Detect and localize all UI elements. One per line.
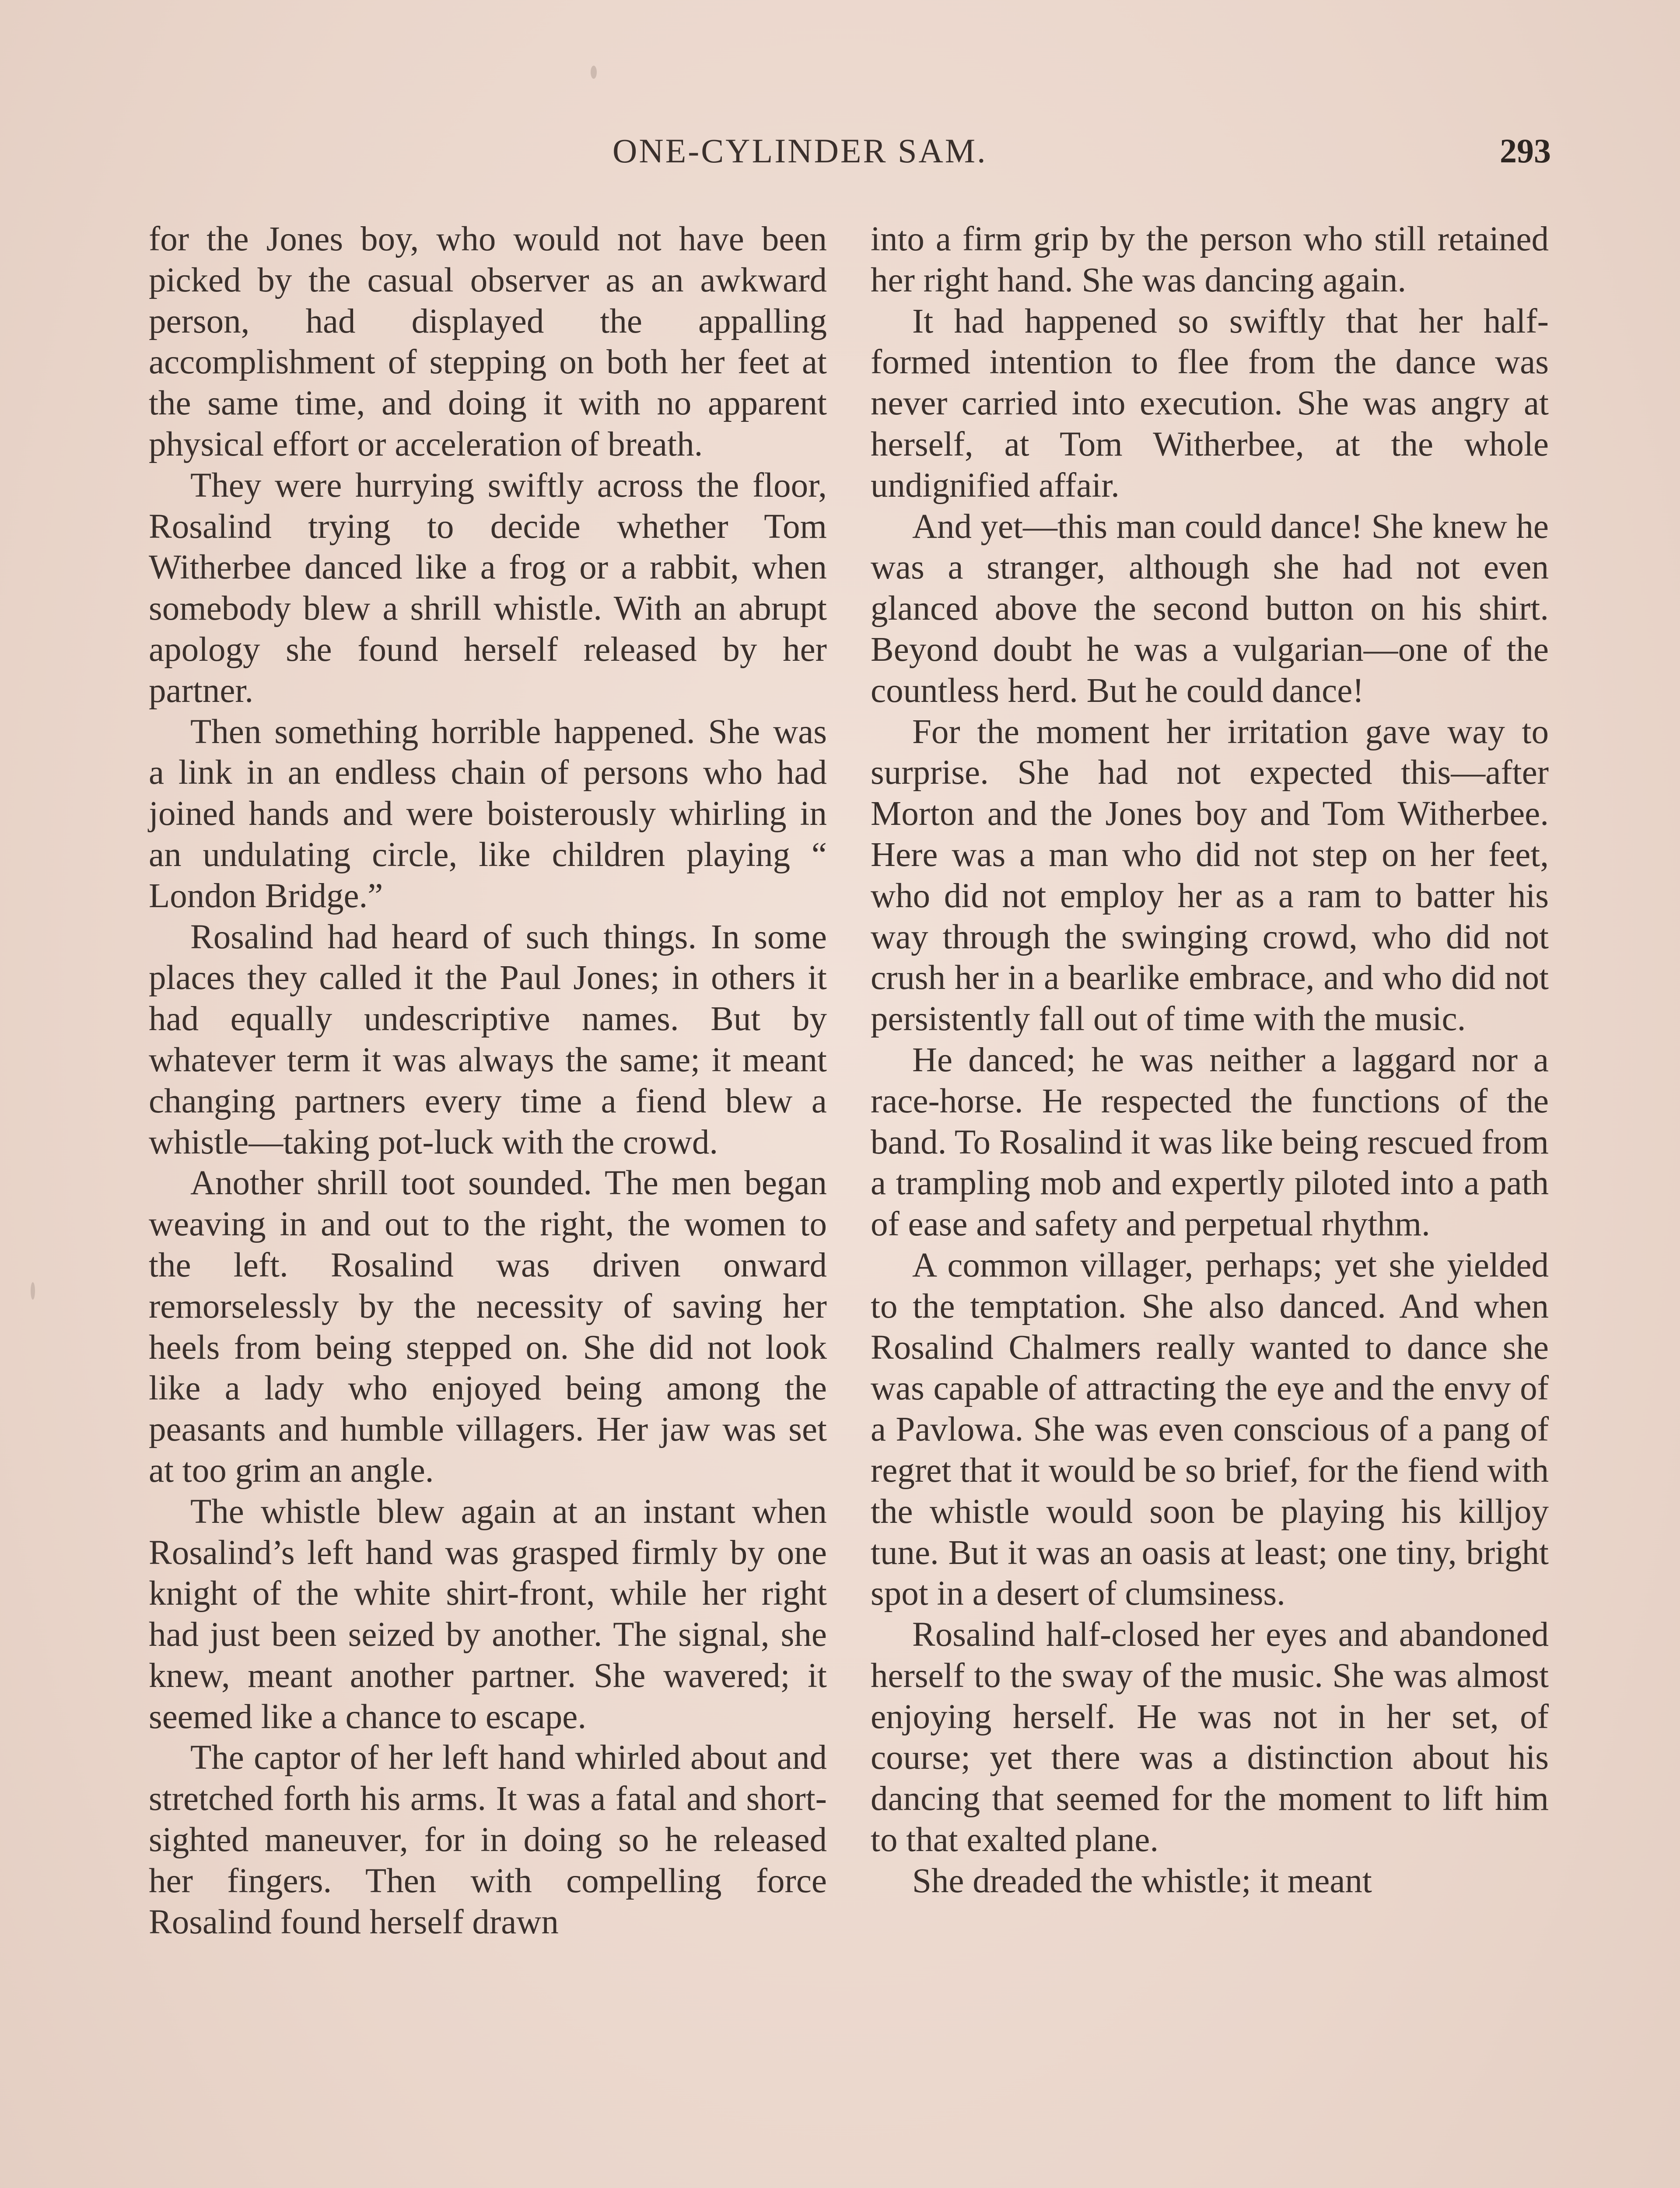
- left-column: [149, 219, 827, 1943]
- paragraph: Another shrill toot sounded. The men began weaving in and out to the right, the women to the left. Rosalind was driven onward remorselessly by the necessity of saving her heels from being stepped on. She did not look like a lady who enjoyed being among the peasants and humble villagers. Her jaw was set at too grim an angle.: [149, 1164, 827, 1490]
- running-head: ONE-CYLINDER SAM.: [612, 132, 987, 170]
- paper-speck: [591, 66, 597, 79]
- paper-speck: [31, 1282, 35, 1300]
- paragraph: She dreaded the whistle; it meant: [912, 1862, 1372, 1900]
- paragraph: They were hurrying swiftly across the floor, Rosalind trying to decide whether Tom Witherbee danced like a frog or a rabbit, when somebody blew a shrill whistle. With an abrupt apology she found herself released by her partner.: [149, 466, 827, 710]
- right-column: [871, 219, 1549, 1902]
- paragraph: And yet—this man could dance! She knew he was a stranger, although she had not even glanced above the second button on his shirt. Beyond doubt he was a vulgarian—one of the countless herd. But he could dance!: [871, 507, 1549, 710]
- paragraph: The whistle blew again at an instant when Rosalind’s left hand was grasped firmly by one knight of the white shirt-front, while her right had just been seized by another. The signal, she knew, meant another partner. She wavered; it seemed like a chance to escape.: [149, 1492, 827, 1736]
- paragraph: A common villager, perhaps; yet she yielded to the temptation. She also danced. And when Rosalind Chalmers really wanted to dance she was capable of attracting the eye and the envy of a Pavlowa. She was even conscious of a pang of regret that it would be so brief, for the fiend with the whistle would soon be playing his killjoy tune. But it was an oasis at least; one tiny, bright spot in a desert of clumsiness.: [871, 1246, 1549, 1613]
- page-number: 293: [1500, 132, 1551, 170]
- paragraph: He danced; he was neither a laggard nor a race-horse. He respected the functions of the band. To Rosalind it was like being rescued from a trampling mob and expertly piloted into a path of ease and safety and perpetual rhythm.: [871, 1041, 1549, 1244]
- paragraph: The captor of her left hand whirled about and stretched forth his arms. It was a fatal and short-sighted maneuver, for in doing so he released her fingers. Then with compelling force Rosalind found herself drawn: [149, 1739, 827, 1941]
- paragraph: Rosalind half-closed her eyes and abandoned herself to the sway of the music. She was almost enjoying herself. He was not in her set, of course; yet there was a distinction about his dancing that seemed for the moment to lift him to that exalted plane.: [871, 1616, 1549, 1859]
- paragraph: It had happened so swiftly that her half-formed intention to flee from the dance was never carried into execution. She was angry at herself, at Tom Witherbee, at the whole undignified affair.: [871, 302, 1549, 505]
- paragraph: into a firm grip by the person who still retained her right hand. She was dancing again.: [871, 220, 1549, 299]
- paragraph: for the Jones boy, who would not have been picked by the casual observer as an awkward person, had displayed the appalling accomplishment of stepping on both her feet at the same time, and doing it with no apparent physical effort or acceleration of breath.: [149, 220, 827, 463]
- paragraph: For the moment her irritation gave way to surprise. She had not expected this—after Morton and the Jones boy and Tom Witherbee. Here was a man who did not step on her feet, who did not employ her as a ram to batter his way through the swinging crowd, who did not crush her in a bearlike embrace, and who did not persistently fall out of time with the music.: [871, 712, 1549, 1038]
- paragraph: Then something horrible happened. She was a link in an endless chain of persons who had joined hands and were boisterously whirling in an undulating circle, like children playing “ London Bridge.”: [149, 712, 827, 915]
- paragraph: Rosalind had heard of such things. In some places they called it the Paul Jones; in others it had equally undescriptive names. But by whatever term it was always the same; it meant changing partners every time a fiend blew a whistle—taking pot-luck with the crowd.: [149, 918, 827, 1161]
